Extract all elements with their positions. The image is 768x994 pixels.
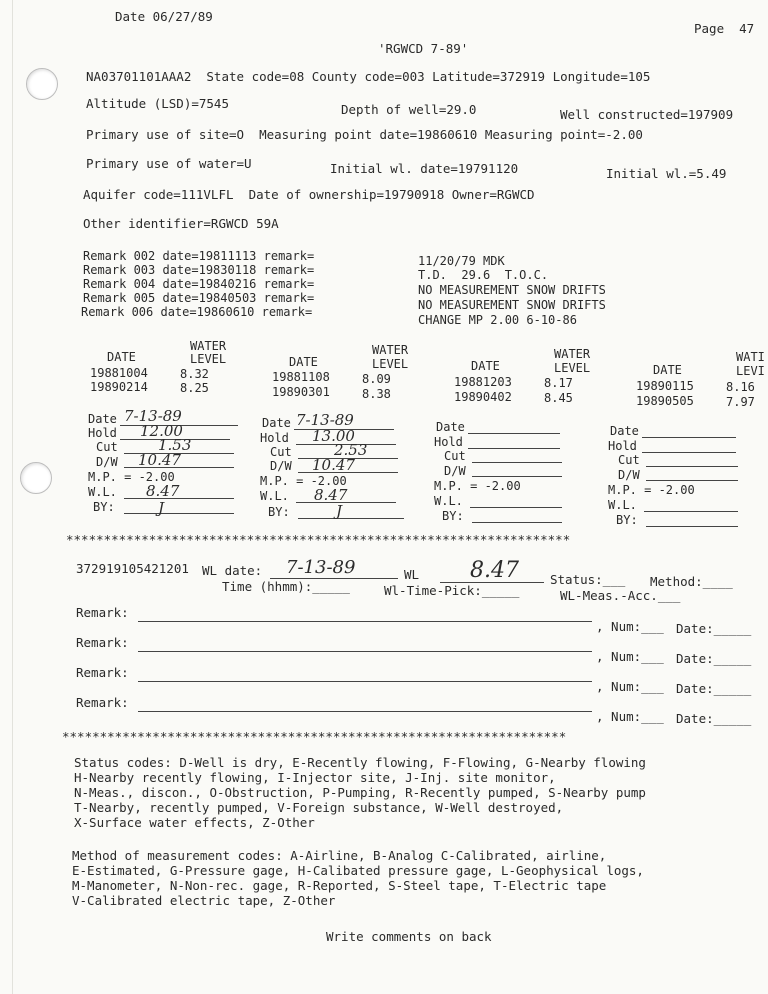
entry-cut-label: Cut [618,453,640,467]
col-head-date: DATE [653,363,682,377]
table-cell-date: 19890505 [636,394,694,408]
entry-hold-label: Hold [260,431,289,445]
entry-by-line [298,518,404,519]
entry-dw-line[interactable] [646,480,738,481]
form-num[interactable]: , Num:___ [596,709,664,724]
form-date[interactable]: Date:_____ [676,621,752,636]
table-cell-level: 7.97 [726,395,755,409]
primary-use-water: Primary use of water=U [86,156,252,171]
entry-wl-label: W.L. [434,494,463,508]
entry-wl-label: W.L. [260,489,289,503]
table-cell-level: 8.38 [362,387,391,401]
entry-date-hand: 7-13-89 [296,411,354,429]
entry-by-hand: J [158,499,165,517]
entry-date-hand: 7-13-89 [124,407,182,425]
form-num[interactable]: , Num:___ [596,649,664,664]
initial-wl-date: Initial wl. date=19791120 [330,161,519,176]
entry-hold-hand: 13.00 [312,427,355,445]
entry-by-label: BY: [268,505,290,519]
method-code-line: V-Calibrated electric tape, Z-Other [72,893,336,908]
form-wl-date-hand: 7-13-89 [286,557,356,578]
entry-wl-hand: 8.47 [314,486,348,504]
remark-text: 11/20/79 MDK [418,254,505,268]
entry-dw-line[interactable] [472,476,562,477]
table-cell-date: 19890301 [272,385,330,399]
entry-hold-hand: 12.00 [140,422,183,440]
form-time[interactable]: Time (hhmm):_____ [222,579,350,594]
binder-hole-middle [20,462,52,494]
separator-line: ******************************************************************* [62,729,567,744]
method-code-line: M-Manometer, N-Non-rec. gage, R-Reported, S-Steel tape, T-Electric tape [72,878,607,893]
status-code-line: H-Nearby recently flowing, I-Injector site, J-Inj. site monitor, [74,770,556,785]
entry-mp: M.P. = -2.00 [608,483,695,497]
table-cell-date: 19890214 [90,380,148,394]
entry-date-line[interactable] [468,433,560,434]
form-status[interactable]: Status:___ [550,572,626,587]
col-head-level: LEVEL [554,361,591,375]
entry-cut-line[interactable] [646,466,738,467]
entry-date-label: Date [262,416,291,430]
entry-hold-line[interactable] [468,448,560,449]
remark-label: Remark 003 date=19830118 remark= [83,263,315,277]
form-date[interactable]: Date:_____ [676,711,752,726]
remark-label: Remark 005 date=19840503 remark= [83,291,315,305]
table-cell-level: 8.09 [362,372,391,386]
entry-dw-label: D/W [618,468,640,482]
form-date[interactable]: Date:_____ [676,681,752,696]
form-remark-label: Remark: [76,605,129,620]
form-method[interactable]: Method:____ [650,574,733,589]
form-remark-line[interactable] [138,621,592,622]
entry-cut-label: Cut [96,440,118,454]
status-code-line: T-Nearby, recently pumped, V-Foreign substance, W-Well destroyed, [74,800,564,815]
status-code-line: X-Surface water effects, Z-Other [74,815,315,830]
status-code-line: Status codes: D-Well is dry, E-Recently flowing, F-Flowing, G-Nearby flowing [74,755,646,770]
form-remark-line[interactable] [138,651,592,652]
site-line-1: NA03701101AAA2 State code=08 County code=003 Latitude=372919 Longitude=105 [86,69,651,84]
form-site-id: 372919105421201 [76,561,189,576]
primary-use-site: Primary use of site=O Measuring point date=19860610 Measuring point=-2.00 [86,127,643,142]
table-cell-date: 19881004 [90,366,148,380]
entry-cut-label: Cut [270,445,292,459]
entry-dw-label: D/W [444,464,466,478]
entry-by-line[interactable] [646,526,738,527]
col-head-level: LEVEL [372,357,409,371]
entry-dw-hand: 10.47 [138,451,181,469]
report-title: 'RGWCD 7-89' [378,41,469,56]
method-code-line: Method of measurement codes: A-Airline, B-Analog C-Calibrated, airline, [72,848,607,863]
entry-wl-label: W.L. [608,498,637,512]
col-head-water: WATER [554,347,591,361]
entry-dw-hand: 10.47 [312,456,355,474]
form-remark-line[interactable] [138,681,592,682]
form-date[interactable]: Date:_____ [676,651,752,666]
form-num[interactable]: , Num:___ [596,679,664,694]
aquifer-ownership: Aquifer code=111VLFL Date of ownership=19790918 Owner=RGWCD [83,187,535,202]
method-code-line: E-Estimated, G-Pressure gage, H-Calibated pressure gage, L-Geophysical logs, [72,863,644,878]
entry-mp: M.P. = -2.00 [260,474,347,488]
entry-cut-hand: 2.53 [334,441,368,459]
remark-text: CHANGE MP 2.00 6-10-86 [418,313,577,327]
table-cell-level: 8.32 [180,367,209,381]
entry-hold-label: Hold [88,426,117,440]
entry-date-line[interactable] [642,437,736,438]
col-head-water: WATER [190,339,227,353]
remark-label: Remark 002 date=19811113 remark= [83,249,315,263]
entry-mp: M.P. = -2.00 [88,470,175,484]
entry-cut-line[interactable] [472,462,562,463]
table-cell-date: 19881203 [454,375,512,389]
entry-cut-label: Cut [444,449,466,463]
col-head-water-cut: WATI [736,350,765,364]
form-wl-label: WL [404,567,420,582]
altitude: Altitude (LSD)=7545 [86,96,229,111]
entry-hold-label: Hold [434,435,463,449]
entry-dw-label: D/W [270,459,292,473]
status-code-line: N-Meas., discon., O-Obstruction, P-Pumping, R-Recently pumped, S-Nearby pump [74,785,646,800]
table-cell-date: 19890402 [454,390,512,404]
col-head-level-cut: LEVI [736,364,765,378]
binder-hole-top [26,68,58,100]
entry-by-hand: J [336,502,343,520]
well-constructed: Well constructed=197909 [560,107,734,122]
other-identifier: Other identifier=RGWCD 59A [83,216,279,231]
entry-date-label: Date [88,412,117,426]
remark-text: T.D. 29.6 T.O.C. [418,268,549,282]
entry-hold-label: Hold [608,439,637,453]
entry-by-label: BY: [442,509,464,523]
entry-by-label: BY: [616,513,638,527]
entry-cut-hand: 1.53 [158,436,192,454]
table-cell-date: 19890115 [636,379,694,393]
form-time-pick[interactable]: Wl-Time-Pick:_____ [384,583,520,598]
col-head-date: DATE [471,359,500,373]
table-cell-level: 8.16 [726,380,755,394]
form-remark-line[interactable] [138,711,592,712]
form-num[interactable]: , Num:___ [596,619,664,634]
form-remark-label: Remark: [76,635,129,650]
depth-of-well: Depth of well=29.0 [341,102,477,117]
form-remark-label: Remark: [76,665,129,680]
col-head-water: WATER [372,343,409,357]
page-number: Page 47 [694,21,755,36]
entry-mp: M.P. = -2.00 [434,479,521,493]
remark-text: NO MEASUREMENT SNOW DRIFTS [418,298,606,312]
margin-line [12,0,13,994]
form-meas-acc[interactable]: WL-Meas.-Acc.___ [560,588,681,603]
table-cell-level: 8.17 [544,376,573,390]
form-wl-hand: 8.47 [470,558,519,583]
entry-hold-line[interactable] [642,452,736,453]
entry-by-line [124,513,234,514]
initial-wl: Initial wl.=5.49 [606,166,727,181]
entry-dw-label: D/W [96,455,118,469]
entry-wl-label: W.L. [88,485,117,499]
entry-wl-line[interactable] [470,507,562,508]
entry-date-label: Date [436,420,465,434]
footer-note: Write comments on back [326,929,492,944]
entry-wl-line[interactable] [644,511,738,512]
entry-by-label: BY: [93,500,115,514]
entry-date-label: Date [610,424,639,438]
entry-by-line[interactable] [472,522,562,523]
entry-wl-hand: 8.47 [146,482,180,500]
col-head-date: DATE [107,350,136,364]
table-cell-date: 19881108 [272,370,330,384]
col-head-level: LEVEL [190,352,227,366]
form-remark-label: Remark: [76,695,129,710]
separator-line: ******************************************************************* [66,532,571,547]
header-date: Date 06/27/89 [115,9,213,24]
remark-text: NO MEASUREMENT SNOW DRIFTS [418,283,606,297]
table-cell-level: 8.45 [544,391,573,405]
col-head-date: DATE [289,355,318,369]
remark-label: Remark 004 date=19840216 remark= [83,277,315,291]
table-cell-level: 8.25 [180,381,209,395]
form-wl-date-label: WL date: [202,563,263,578]
remark-label: Remark 006 date=19860610 remark= [81,305,313,319]
